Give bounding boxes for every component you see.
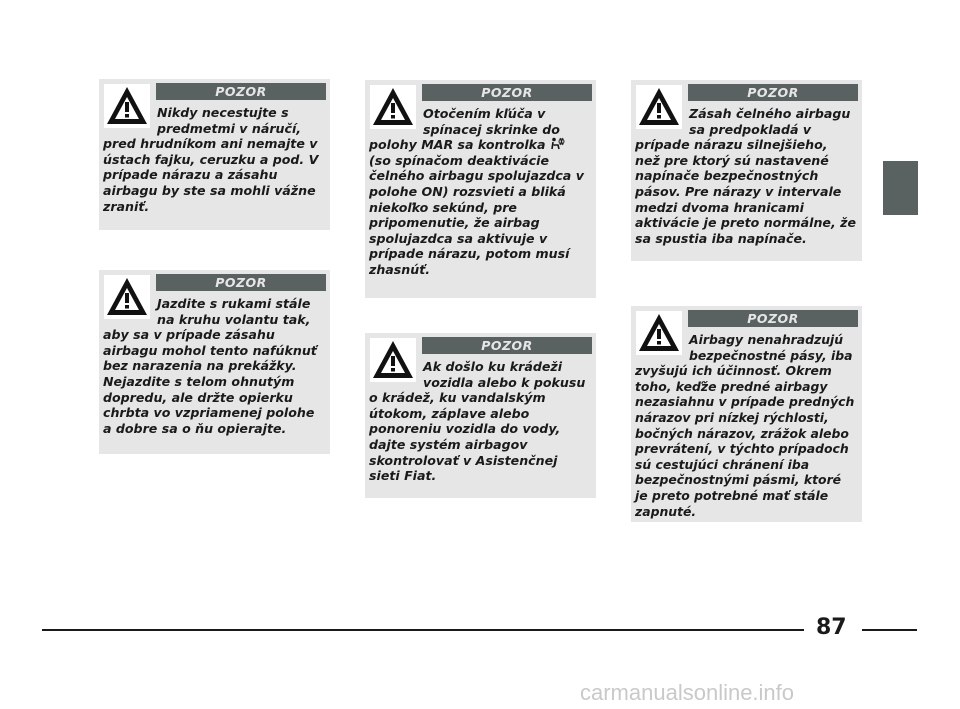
warning-header: POZOR [422,84,592,101]
warning-header: POZOR [422,337,592,354]
watermark: carmanualsonline.info [580,680,795,705]
warning-text: Zásah čelného airbagu sa predpokladá v prípade nárazu silnejšieho, než pre ktorý sú nastavené napínače bezpečnostných pásov. Pre nárazy v intervale medzi dvoma hranicami aktivácie je preto normálne, že sa spustia iba napínače. [635,106,857,246]
warning-box-2 [99,270,330,454]
warning-header: POZOR [156,274,326,291]
airbag-warning-light-icon [550,137,566,150]
warning-text-after: (so spínačom deaktivácie čelného airbagu spolujazdca v polohe ON) rozsvieti a bliká niekoľko sekúnd, pre pripomenutie, že airbag spolujazdca sa aktivuje v prípade nárazu, potom musí zhasnúť. [369,152,584,277]
warning-box-4 [365,333,596,498]
warning-box-3 [365,80,596,298]
warning-text: Jazdite s rukami stále na kruhu volantu tak, aby sa v prípade zásahu airbagu mohol tento nafúknuť bez narazenia na prekážky. Nejazdite s telom ohnutým dopredu, ale držte opierku chrbta vo vzpriamenej polohe a dobre sa o ňu opierajte. [103,296,317,436]
warning-text-before: Otočením kľúča v spínacej skrinke do polohy MAR sa kontrolka [369,106,560,153]
warning-text: Nikdy necestujte s predmetmi v náručí, pred hrudníkom ani nemajte v ústach fajku, ceruzku a pod. V prípade nárazu a zásahu airbagu by ste sa mohli vážne zraniť. [103,105,319,214]
warning-text: Airbagy nenahradzujú bezpečnostné pásy, iba zvyšujú ich účinnosť. Okrem toho, keďže predné airbagy nezasiahnu v prípade predných nárazov pri nízkej rýchlosti, bočných nárazov, zrážok alebo prevrátení, v týchto prípadoch sú cestujúci chránení iba bezpečnostnými pásmi, ktoré je preto potrebné mať stále zapnuté. [635,332,855,519]
warning-box-6 [631,306,862,522]
warning-header: POZOR [688,310,858,327]
footer-rule-right [862,629,917,631]
warning-header: POZOR [156,83,326,100]
warning-box-1 [99,79,330,230]
footer-rule-left [42,629,804,631]
warning-text: Ak došlo ku krádeži vozidla alebo k pokusu o krádež, ku vandalským útokom, záplave alebo ponoreniu vozidla do vody, dajte systém airbagov skontrolovať v Asistenčnej sieti Fiat. [369,359,586,484]
warning-header: POZOR [688,84,858,101]
section-tab [883,161,918,215]
warning-box-5 [631,80,862,261]
page-number: 87 [816,615,847,640]
